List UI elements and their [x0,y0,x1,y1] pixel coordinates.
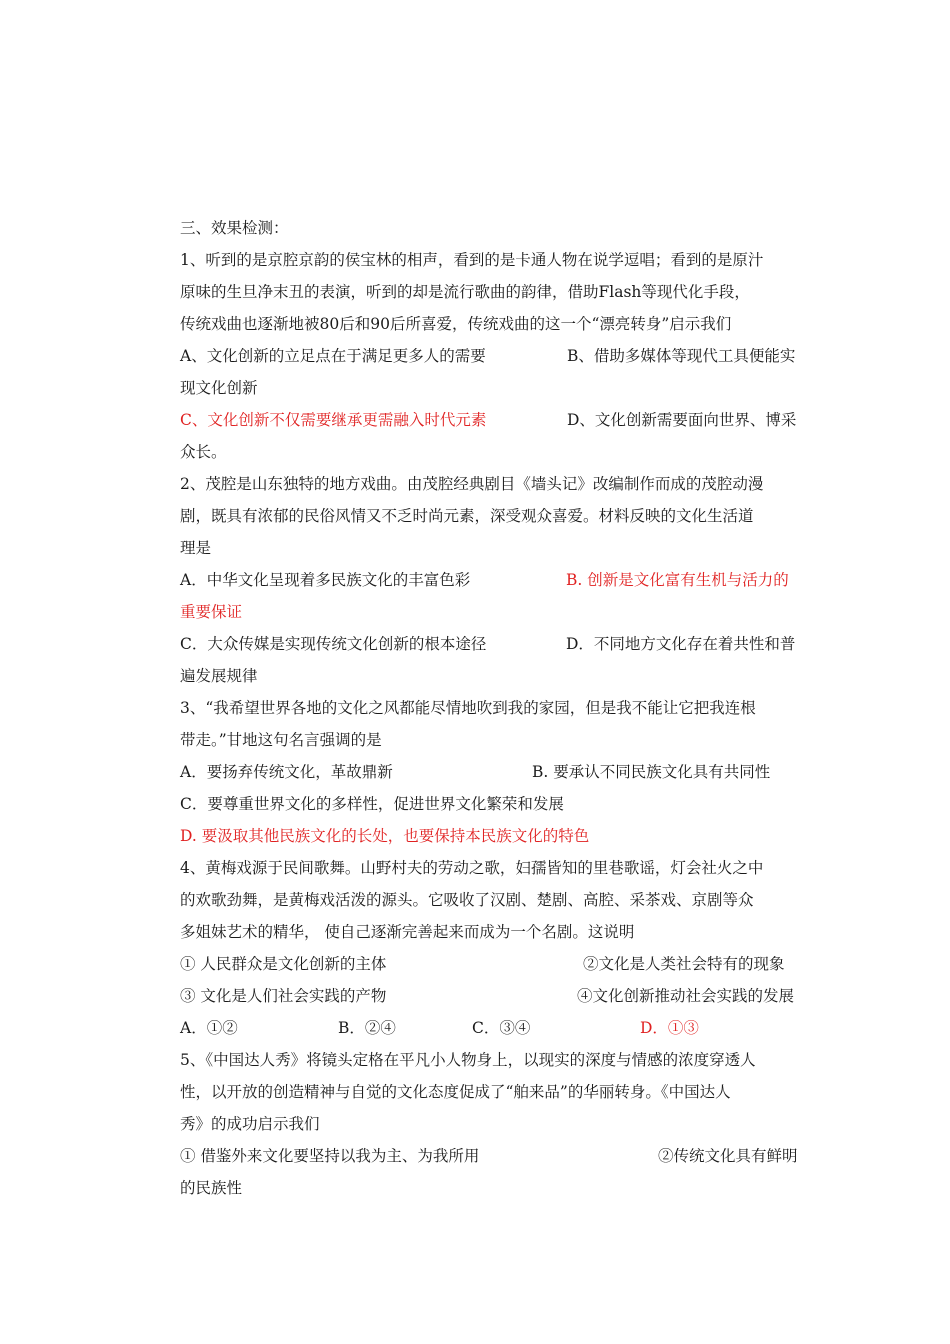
section-title: 三、效果检测： [180,219,289,237]
q2-stem-line-2: 剧，既具有浓郁的民俗风情又不乏时尚元素，深受观众喜爱。材料反映的文化生活道 [180,507,754,525]
q4-choice-a: A．①② [180,1019,238,1037]
q5-item-1: ① 借鉴外来文化要坚持以我为主、为我所用 [180,1147,480,1165]
q2-option-d: D．不同地方文化存在着共性和普 [566,635,796,653]
q2-stem-line-3: 理是 [180,539,212,557]
q2-option-d-cont: 遍发展规律 [180,667,258,685]
q1-option-d: D、文化创新需要面向世界、博采 [567,411,797,429]
q3-option-row-ab [180,762,820,782]
q4-item-3: ③ 文化是人们社会实践的产物 [180,987,387,1005]
q4-item-row-34 [180,986,820,1006]
q1-stem-line-2: 原味的生旦净末丑的表演，听到的却是流行歌曲的韵律，借助Flash等现代化手段， [180,283,750,301]
q4-stem-line-2: 的欢歌劲舞，是黄梅戏活泼的源头。它吸收了汉剧、楚剧、高腔、采茶戏、京剧等众 [180,891,754,909]
q1-option-b: B、借助多媒体等现代工具便能实 [567,347,796,365]
q5-item-2: ②传统文化具有鲜明 [658,1147,798,1165]
q1-option-d-cont: 众长。 [180,443,227,461]
q4-stem-line-1: 4、黄梅戏源于民间歌舞。山野村夫的劳动之歌，妇孺皆知的里巷歌谣，灯会社火之中 [180,859,764,877]
q2-option-a: A．中华文化呈现着多民族文化的丰富色彩 [180,571,471,589]
q5-stem-line-3: 秀》的成功启示我们 [180,1115,320,1133]
q1-stem-line-3: 传统戏曲也逐渐地被80后和90后所喜爱，传统戏曲的这一个“漂亮转身”启示我们 [180,315,732,333]
q2-option-b-cont: 重要保证 [180,603,243,621]
q3-stem-line-2: 带走。”甘地这句名言强调的是 [180,731,382,749]
q1-option-b-cont: 现文化创新 [180,379,258,397]
q4-choice-c: C．③④ [472,1019,531,1037]
q2-stem-line-1: 2、茂腔是山东独特的地方戏曲。由茂腔经典剧目《墙头记》改编制作而成的茂腔动漫 [180,475,764,493]
q4-choice-row [180,1018,820,1038]
q3-option-d-answer: D. 要汲取其他民族文化的长处，也要保持本民族文化的特色 [180,827,590,845]
q1-stem-line-1: 1、听到的是京腔京韵的侯宝林的相声，看到的是卡通人物在说学逗唱；看到的是原汁 [180,251,764,269]
q4-choice-d-answer: D．①③ [640,1019,699,1037]
q4-choice-b: B．②④ [338,1019,396,1037]
q5-item-2-cont: 的民族性 [180,1179,243,1197]
q4-item-4: ④文化创新推动社会实践的发展 [577,987,795,1005]
q3-option-c: C．要尊重世界文化的多样性，促进世界文化繁荣和发展 [180,795,564,813]
q3-option-b: B. 要承认不同民族文化具有共同性 [532,763,771,781]
q3-stem-line-1: 3、“我希望世界各地的文化之风都能尽情地吹到我的家园，但是我不能让它把我连根 [180,699,756,717]
q4-item-1: ① 人民群众是文化创新的主体 [180,955,387,973]
q5-item-row-12 [180,1146,820,1166]
q5-stem-line-2: 性，以开放的创造精神与自觉的文化态度促成了“舶来品”的华丽转身。《中国达人 [180,1083,731,1101]
q4-item-row-12 [180,954,820,974]
q3-option-a: A．要扬弃传统文化，革故鼎新 [180,763,393,781]
q2-option-b-answer: B. 创新是文化富有生机与活力的 [566,571,789,589]
q4-stem-line-3: 多姐妹艺术的精华， 使自己逐渐完善起来而成为一个名剧。这说明 [180,923,635,941]
q1-option-row-cd [180,410,820,430]
q2-option-c: C．大众传媒是实现传统文化创新的根本途径 [180,635,487,653]
q2-option-row-ab [180,570,820,590]
q1-option-row-ab [180,346,820,366]
q5-stem-line-1: 5、《中国达人秀》将镜头定格在平凡小人物身上，以现实的深度与情感的浓度穿透人 [180,1051,756,1069]
q4-item-2: ②文化是人类社会特有的现象 [583,955,785,973]
q1-option-a: A、文化创新的立足点在于满足更多人的需要 [180,347,486,365]
q2-option-row-cd [180,634,820,654]
q1-option-c-answer: C、文化创新不仅需要继承更需融入时代元素 [180,411,487,429]
